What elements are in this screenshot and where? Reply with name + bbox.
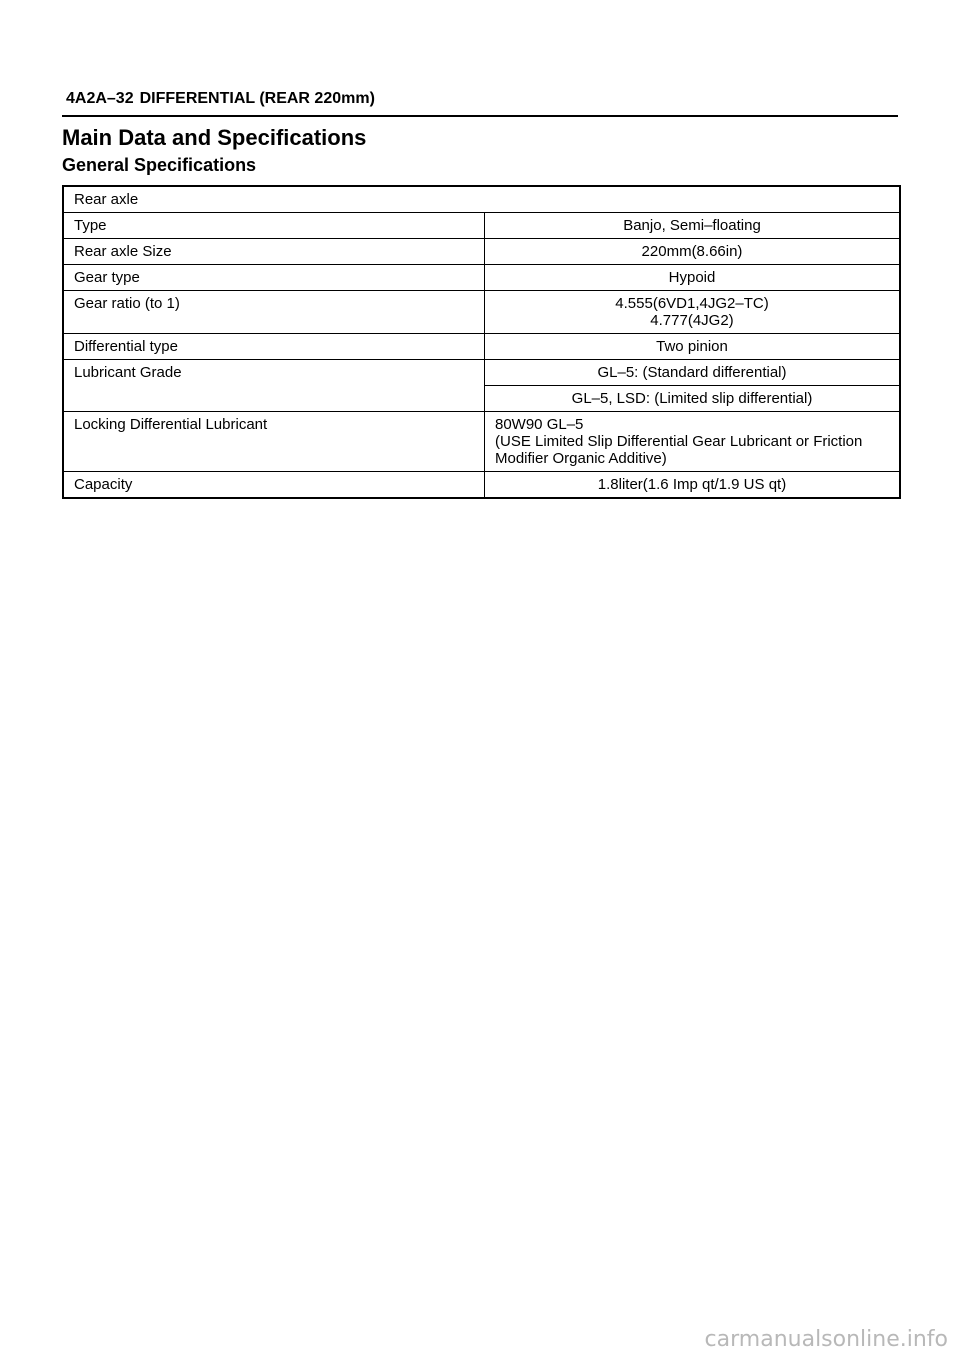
table-row — [63, 412, 900, 472]
row-label: Rear axle Size — [63, 239, 485, 265]
row-label: Locking Differential Lubricant — [63, 412, 485, 472]
table-row — [63, 291, 900, 334]
row-label: Capacity — [63, 472, 485, 499]
row-value: GL–5, LSD: (Limited slip differential) — [485, 386, 901, 412]
main-title: Main Data and Specifications — [62, 125, 367, 150]
section-title: DIFFERENTIAL (REAR 220mm) — [139, 90, 375, 107]
table-row — [63, 472, 900, 499]
spec-table — [62, 185, 901, 499]
table-row — [63, 213, 900, 239]
page-code: 4A2A–32 — [66, 90, 134, 107]
row-value: 220mm(8.66in) — [485, 239, 901, 265]
row-label: Differential type — [63, 334, 485, 360]
row-value: Two pinion — [485, 334, 901, 360]
page-header — [66, 88, 898, 110]
row-value: Banjo, Semi–floating — [485, 213, 901, 239]
sub-title: General Specifications — [62, 155, 257, 175]
table-row — [63, 239, 900, 265]
row-value — [485, 291, 901, 334]
row-value — [485, 412, 901, 472]
table-row — [63, 186, 900, 213]
value-line: 4.777(4JG2) — [650, 312, 734, 329]
header-divider — [62, 115, 898, 117]
table-row — [63, 360, 900, 386]
value-line: (USE Limited Slip Differential Gear Lubricant or Friction — [495, 433, 863, 450]
value-line: Modifier Organic Additive) — [495, 450, 667, 467]
row-label: Type — [63, 213, 485, 239]
row-label: Gear ratio (to 1) — [63, 291, 485, 334]
row-value: GL–5: (Standard differential) — [485, 360, 901, 386]
row-value: Hypoid — [485, 265, 901, 291]
value-line: 80W90 GL–5 — [495, 416, 584, 433]
row-label: Gear type — [63, 265, 485, 291]
table-row — [63, 265, 900, 291]
section-label: Rear axle — [63, 186, 900, 213]
value-line: 4.555(6VD1,4JG2–TC) — [615, 295, 769, 312]
row-value: 1.8liter(1.6 Imp qt/1.9 US qt) — [485, 472, 901, 499]
watermark: carmanualsonline.info — [704, 1327, 948, 1352]
table-row — [63, 334, 900, 360]
row-label: Lubricant Grade — [63, 360, 485, 412]
